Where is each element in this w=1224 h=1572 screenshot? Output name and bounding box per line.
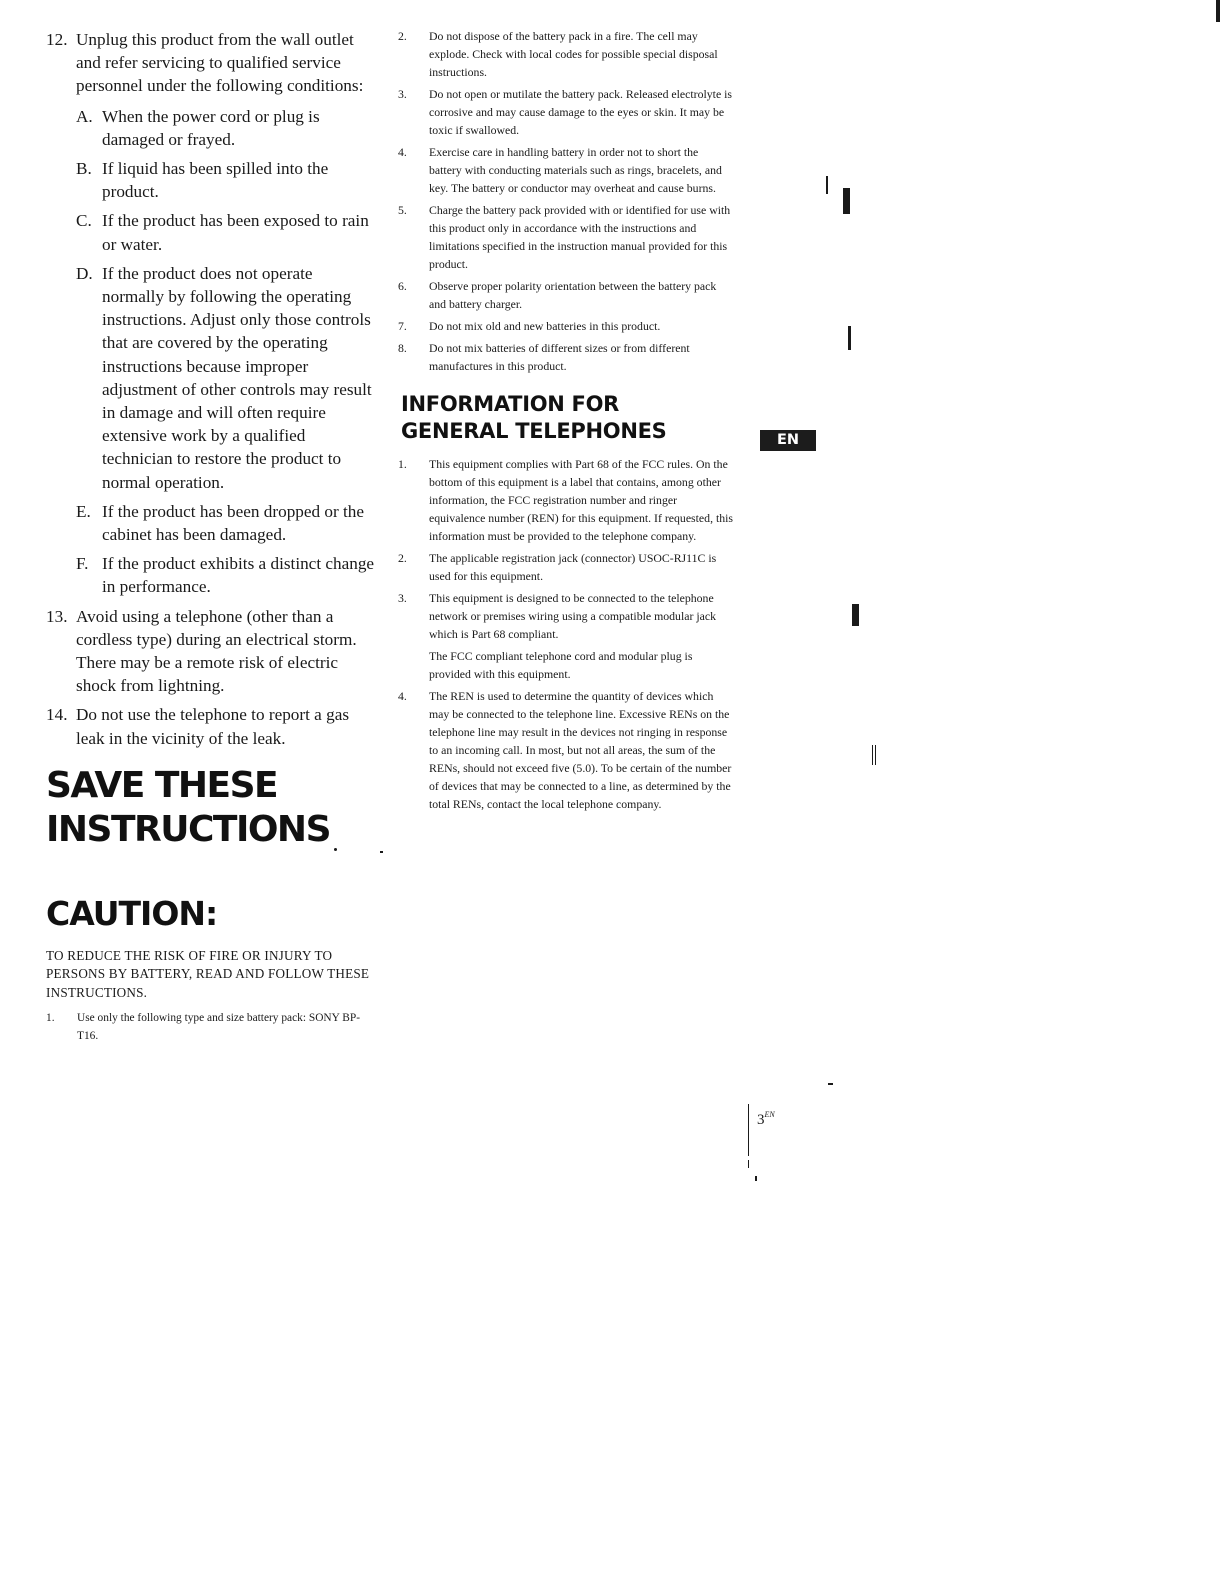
caution-heading: CAUTION: [46, 893, 218, 933]
list-item-text: Do not dispose of the battery pack in a fire. The cell may explode. Check with local codes for possible special disposal instructions. [429, 29, 718, 79]
battery-item-2 [398, 27, 733, 81]
list-item-text: Unplug this product from the wall outlet and refer servicing to qualified service personnel under the following conditions: [76, 30, 364, 96]
condition-text: If the product exhibits a distinct change in performance. [102, 554, 375, 597]
margin-mark [828, 1083, 833, 1085]
margin-mark [875, 745, 876, 765]
heading-line: INSTRUCTIONS [46, 808, 330, 850]
list-item-14 [46, 703, 376, 749]
list-item-text: Do not mix batteries of different sizes or from different manufactures in this product. [429, 341, 690, 373]
list-number: 4. [398, 145, 407, 159]
battery-item-6 [398, 277, 733, 313]
margin-mark [843, 188, 850, 214]
heading-line: GENERAL TELEPHONES [401, 419, 667, 443]
caution-text: TO REDUCE THE RISK OF FIRE OR INJURY TO PERSONS BY BATTERY, READ AND FOLLOW THESE INSTRUCTIONS. [46, 947, 370, 1000]
list-number: 5. [398, 203, 407, 217]
battery-item-1 [46, 1009, 376, 1045]
condition-b [76, 157, 376, 203]
information-heading [401, 391, 733, 445]
margin-mark [872, 745, 873, 765]
condition-text: If the product does not operate normally by following the operating instructions. Adjust only those controls that are covered by the operating instructions because improper adjustment of other controls may result in damage and will often require extensive work by a qualified technician to restore the product to normal operation. [102, 263, 372, 492]
list-number: 1. [46, 1012, 55, 1025]
save-instructions-heading [46, 764, 376, 852]
battery-item-3 [398, 85, 733, 139]
conditions-list [76, 105, 376, 599]
list-item-13 [46, 605, 376, 698]
list-number: 6. [398, 279, 407, 293]
info-item-2 [398, 549, 733, 585]
page-number-suffix: EN [764, 1110, 775, 1119]
condition-e [76, 500, 376, 546]
condition-text: If the product has been dropped or the cabinet has been damaged. [102, 501, 365, 545]
list-number: 13. [46, 606, 68, 626]
page-number [757, 1110, 775, 1129]
left-column [46, 28, 376, 1045]
list-number: 2. [398, 29, 407, 43]
list-item-text: Avoid using a telephone (other than a cordless type) during an electrical storm. There may be a remote risk of electric shock from lightning. [76, 606, 357, 696]
language-badge: EN [760, 430, 816, 451]
info-item-3 [398, 589, 733, 643]
battery-item-4 [398, 143, 733, 197]
list-item-text: The applicable registration jack (connector) USOC-RJ11C is used for this equipment. [429, 551, 717, 583]
condition-c [76, 209, 376, 255]
heading-line: INFORMATION FOR [401, 392, 620, 416]
condition-letter: D. [76, 263, 93, 283]
margin-mark [748, 1104, 749, 1156]
margin-mark [380, 851, 383, 853]
list-number: 3. [398, 87, 407, 101]
condition-d [76, 262, 376, 494]
list-item-text: This equipment is designed to be connected to the telephone network or premises wiring using a compatible modular jack which is Part 68 compliant. [429, 591, 716, 641]
list-number: 14. [46, 705, 68, 725]
condition-text: When the power cord or plug is damaged or frayed. [102, 106, 320, 149]
condition-a [76, 105, 376, 151]
info-note: The FCC compliant telephone cord and modular plug is provided with this equipment. [429, 649, 693, 681]
list-item-text: This equipment complies with Part 68 of the FCC rules. On the bottom of this equipment is a label that contains, among other information, the FCC registration number and ringer equivalence number (REN) for this equipment. If requested, this information must be provided to the telephone company. [429, 457, 734, 543]
list-item-text: Do not open or mutilate the battery pack. Released electrolyte is corrosive and may cause damage to the eyes or skin. It may be toxic if swallowed. [429, 87, 733, 137]
edge-mark [1216, 0, 1220, 22]
list-number: 12. [46, 30, 68, 49]
condition-letter: A. [76, 106, 93, 126]
list-item-text: Exercise care in handling battery in order not to short the battery with conducting materials such as rings, bracelets, and key. The battery or conductor may overheat and cause burns. [429, 145, 722, 195]
battery-item-5 [398, 201, 733, 273]
list-item-12 [46, 28, 376, 599]
list-number: 2. [398, 551, 407, 565]
condition-letter: C. [76, 211, 92, 231]
battery-item-8 [398, 339, 733, 375]
info-item-4 [398, 687, 733, 813]
list-item-text: The REN is used to determine the quantity of devices which may be connected to the telephone line. Excessive RENs on the telephone line may result in the devices not ringing in response to an incoming call. In most, but not all areas, the sum of the RENs, should not exceed five (5.0). To be certain of the number of devices that may be connected to a line, as determined by the total RENs, contact the local telephone company. [429, 689, 732, 811]
margin-mark [826, 176, 828, 194]
list-number: 4. [398, 689, 407, 703]
condition-f [76, 552, 376, 598]
margin-mark [748, 1160, 749, 1168]
list-item-text: Charge the battery pack provided with or identified for use with this product only in accordance with the instructions and limitations specified in the instruction manual provided for this product. [429, 203, 731, 271]
margin-mark [755, 1176, 757, 1181]
list-number: 1. [398, 457, 407, 471]
heading-line: SAVE THESE [46, 764, 278, 806]
info-item-1 [398, 455, 733, 545]
margin-mark [848, 326, 851, 350]
list-number: 7. [398, 319, 407, 333]
margin-mark [334, 848, 337, 851]
battery-item-7 [398, 317, 733, 335]
right-column [398, 27, 733, 817]
list-item-text: Use only the following type and size battery pack: SONY BP-T16. [77, 1012, 361, 1043]
list-item-text: Observe proper polarity orientation between the battery pack and battery charger. [429, 279, 717, 311]
condition-letter: F. [76, 554, 89, 574]
list-number: 3. [398, 591, 407, 605]
condition-text: If liquid has been spilled into the product. [102, 159, 329, 202]
list-number: 8. [398, 341, 407, 355]
page-number-digit: 3 [757, 1112, 765, 1128]
condition-text: If the product has been exposed to rain or water. [102, 211, 369, 254]
condition-letter: E. [76, 501, 91, 521]
margin-mark [852, 604, 859, 626]
list-item-text: Do not mix old and new batteries in this product. [429, 319, 661, 333]
list-item-text: Do not use the telephone to report a gas leak in the vicinity of the leak. [76, 705, 350, 748]
condition-letter: B. [76, 159, 92, 179]
